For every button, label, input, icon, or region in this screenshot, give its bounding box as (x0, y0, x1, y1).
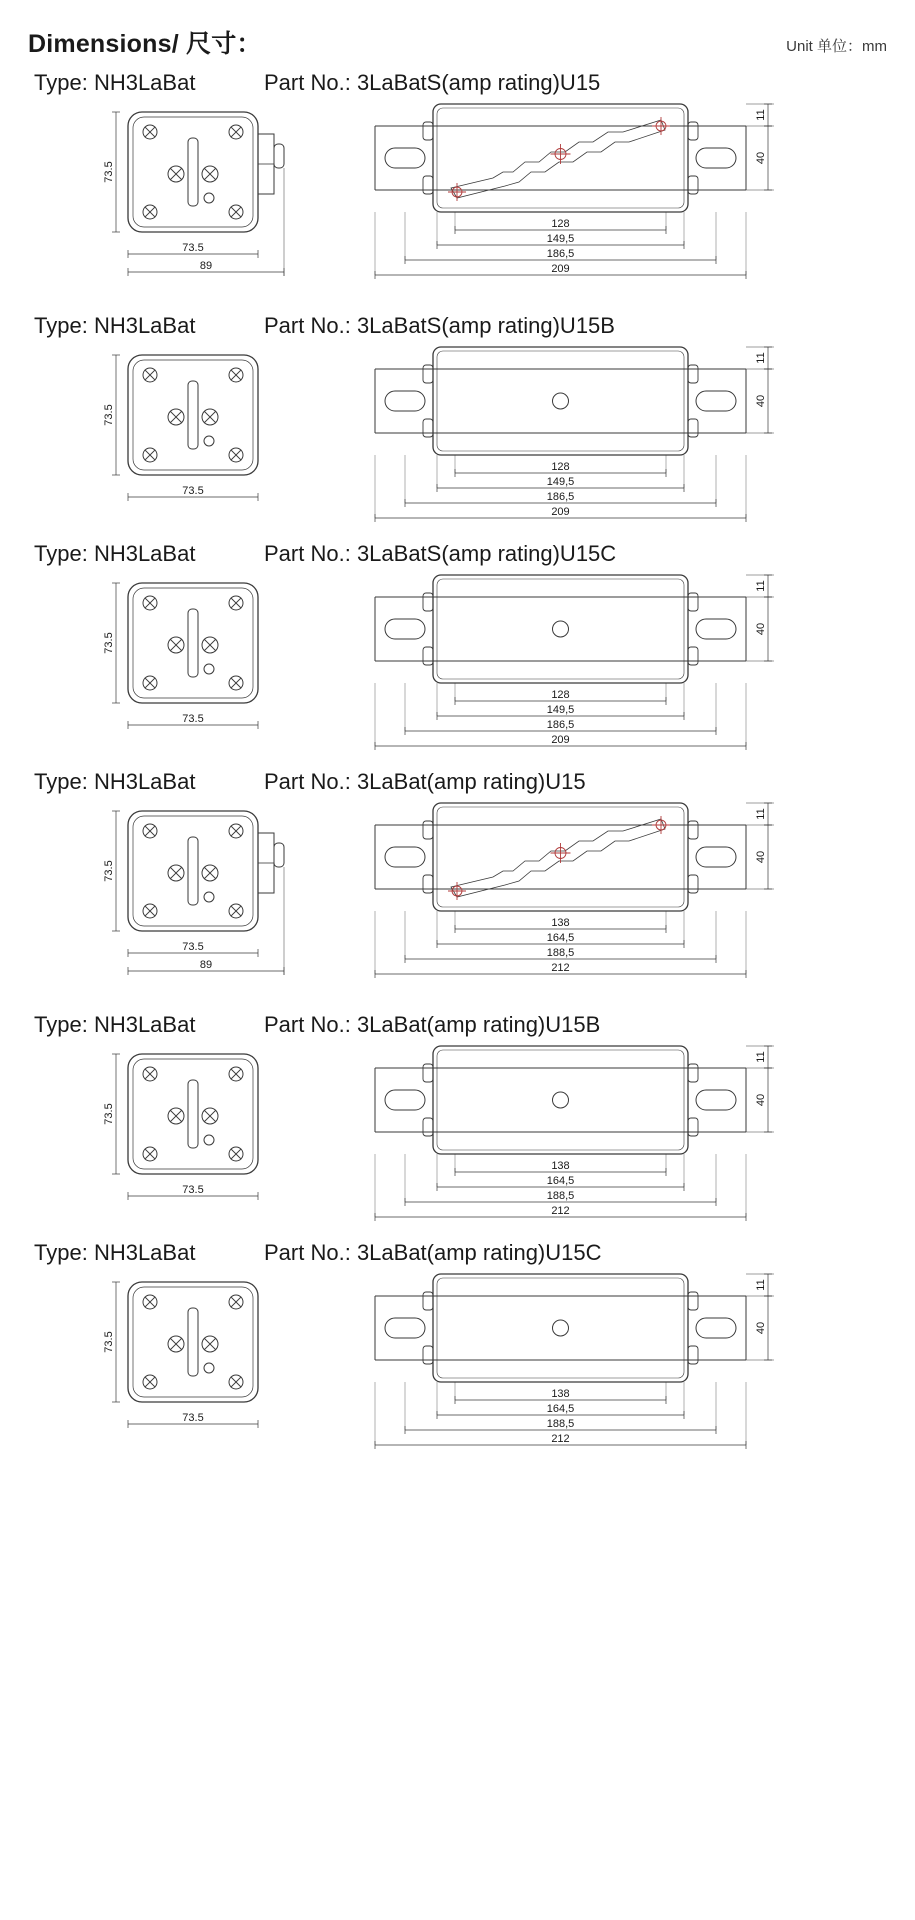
screw-icon (143, 368, 157, 382)
dimension-label: 138 (551, 1160, 570, 1172)
dimension-label: 89 (199, 959, 213, 971)
screw-icon (143, 824, 157, 838)
dimension-label: 209 (551, 263, 570, 275)
type-value: NH3LaBat (93, 1012, 196, 1037)
type-prefix: Type: (34, 541, 88, 566)
part-label (264, 70, 600, 96)
dimension-line (755, 575, 772, 597)
screw-icon (229, 368, 243, 382)
block-heading (34, 70, 887, 96)
dimension-line (405, 947, 716, 963)
part-label (264, 541, 616, 567)
dimension-line (405, 491, 716, 507)
mount-slot (696, 1318, 736, 1338)
type-prefix: Type: (34, 313, 88, 338)
part-value: 3LaBatS(amp rating)U15C (356, 541, 617, 566)
dimension-label: 188,5 (546, 947, 575, 959)
dimension-label: 11 (755, 352, 767, 364)
screw-icon (229, 1147, 243, 1161)
block-heading (34, 313, 887, 339)
dimension-line (755, 347, 772, 369)
type-label (34, 1012, 264, 1038)
dimension-line (128, 713, 258, 729)
block-heading (34, 769, 887, 795)
dimension-label: 73.5 (103, 860, 115, 882)
dimension-label: 186,5 (546, 248, 575, 260)
dimension-line (103, 1054, 120, 1174)
drawing-block (28, 70, 887, 303)
dimension-line (405, 1418, 716, 1434)
screw-icon (168, 166, 184, 182)
indicator-hole (553, 1320, 569, 1336)
screw-icon (143, 676, 157, 690)
indicator-hole (553, 621, 569, 637)
screw-icon (229, 448, 243, 462)
screw-icon (168, 1336, 184, 1352)
dimension-line (755, 369, 772, 433)
dimension-label: 212 (551, 1205, 570, 1217)
dimension-label: 11 (755, 1051, 767, 1063)
side-view (323, 1268, 883, 1458)
screw-icon (202, 1336, 218, 1352)
type-value: NH3LaBat (93, 1240, 196, 1265)
drawing-row (28, 341, 887, 531)
drawing-block (28, 1240, 887, 1458)
side-view (323, 1040, 883, 1230)
dimension-line (755, 1068, 772, 1132)
screw-icon (229, 1295, 243, 1309)
screw-icon (168, 637, 184, 653)
dimension-line (755, 1296, 772, 1360)
dimension-line (103, 583, 120, 703)
screw-icon (202, 865, 218, 881)
dimension-label: 209 (551, 734, 570, 746)
dimension-line (755, 104, 772, 126)
part-prefix: Part No.: (264, 1240, 351, 1265)
dimension-line (437, 476, 684, 492)
page-header (28, 24, 887, 60)
drawing-block (28, 1012, 887, 1230)
dimension-line (755, 1046, 772, 1068)
mount-slot (696, 619, 736, 639)
mount-slot (696, 847, 736, 867)
screw-icon (202, 637, 218, 653)
center-mark-icon (448, 183, 466, 201)
dimension-line (405, 719, 716, 735)
dimension-line (437, 704, 684, 720)
front-view (28, 1040, 328, 1230)
dimension-line (437, 233, 684, 249)
part-value: 3LaBatS(amp rating)U15 (356, 70, 601, 95)
type-value: NH3LaBat (93, 70, 196, 95)
dimension-label: 128 (551, 218, 570, 230)
type-prefix: Type: (34, 70, 88, 95)
screw-icon (168, 409, 184, 425)
dimension-line (755, 1274, 772, 1296)
dimension-label: 11 (755, 808, 767, 820)
dimension-line (437, 1175, 684, 1191)
type-prefix: Type: (34, 769, 88, 794)
unit-label: Unit 单位：mm (786, 38, 887, 55)
block-heading (34, 1012, 887, 1038)
dimension-line (128, 485, 258, 501)
screw-icon (143, 1375, 157, 1389)
indicator-hole (553, 1092, 569, 1108)
part-prefix: Part No.: (264, 769, 351, 794)
screw-icon (168, 1108, 184, 1124)
mount-slot (696, 391, 736, 411)
side-view (323, 341, 883, 531)
side-body (433, 1274, 688, 1382)
screw-icon (229, 205, 243, 219)
center-mark-icon (448, 882, 466, 900)
dimension-line (103, 811, 120, 931)
dimension-label: 164,5 (546, 1403, 575, 1415)
type-label (34, 769, 264, 795)
page-title: Dimensions/ 尺寸： (28, 30, 262, 58)
dimension-label: 138 (551, 917, 570, 929)
screw-icon (202, 1108, 218, 1124)
dimension-label: 212 (551, 1433, 570, 1445)
dimension-line (455, 1160, 666, 1176)
center-mark-icon (652, 117, 670, 135)
center-mark-icon (551, 144, 571, 164)
dimension-line (103, 355, 120, 475)
dimension-label: 73.5 (182, 1412, 204, 1424)
mount-slot (385, 391, 425, 411)
side-view (323, 797, 883, 1002)
screw-icon (168, 865, 184, 881)
dimension-label: 11 (755, 580, 767, 592)
screw-icon (143, 596, 157, 610)
drawing-row (28, 1040, 887, 1230)
side-body (433, 575, 688, 683)
dimension-label: 73.5 (182, 713, 204, 725)
part-label (264, 769, 586, 795)
mount-slot (696, 148, 736, 168)
dimension-line (375, 962, 746, 978)
type-prefix: Type: (34, 1012, 88, 1037)
side-body (433, 347, 688, 455)
dimension-line (455, 689, 666, 705)
screw-icon (143, 448, 157, 462)
type-value: NH3LaBat (93, 313, 196, 338)
screw-icon (202, 409, 218, 425)
dimension-label: 73.5 (103, 1331, 115, 1353)
part-prefix: Part No.: (264, 70, 351, 95)
mount-slot (385, 148, 425, 168)
drawing-block (28, 313, 887, 531)
drawing-block (28, 769, 887, 1002)
dimension-line (375, 1205, 746, 1221)
part-prefix: Part No.: (264, 1012, 351, 1037)
screw-icon (143, 1147, 157, 1161)
dimension-label: 11 (755, 109, 767, 121)
dimension-line (128, 941, 258, 957)
dimension-label: 73.5 (103, 404, 115, 426)
center-mark-icon (652, 816, 670, 834)
dimension-label: 73.5 (182, 941, 204, 953)
dimension-label: 128 (551, 689, 570, 701)
type-label (34, 70, 264, 96)
dimension-label: 149,5 (546, 704, 575, 716)
drawing-row (28, 1268, 887, 1458)
dimension-label: 188,5 (546, 1190, 575, 1202)
dimension-line (128, 1412, 258, 1428)
dimension-line (375, 506, 746, 522)
side-body (433, 1046, 688, 1154)
dimension-line (437, 1403, 684, 1419)
front-view (28, 797, 328, 1002)
screw-icon (229, 904, 243, 918)
screw-icon (229, 676, 243, 690)
dimension-line (755, 825, 772, 889)
front-view (28, 1268, 328, 1458)
dimension-label: 149,5 (546, 476, 575, 488)
dimension-line (455, 1388, 666, 1404)
dimension-line (128, 959, 284, 975)
dimension-line (455, 218, 666, 234)
screw-icon (229, 1375, 243, 1389)
dimension-label: 164,5 (546, 932, 575, 944)
screw-icon (143, 125, 157, 139)
dimension-line (103, 1282, 120, 1402)
drawing-row (28, 98, 887, 303)
mount-slot (385, 1318, 425, 1338)
type-label (34, 313, 264, 339)
part-value: 3LaBat(amp rating)U15B (356, 1012, 601, 1037)
part-label (264, 1012, 600, 1038)
dimension-line (103, 112, 120, 232)
type-label (34, 541, 264, 567)
dimension-label: 40 (755, 850, 767, 864)
dimension-line (375, 1433, 746, 1449)
dimension-line (375, 263, 746, 279)
dimension-line (375, 734, 746, 750)
drawing-blocks (28, 70, 887, 1458)
dimension-label: 73.5 (182, 1184, 204, 1196)
dimension-label: 138 (551, 1388, 570, 1400)
dimension-label: 11 (755, 1279, 767, 1291)
screw-icon (229, 824, 243, 838)
screw-icon (143, 205, 157, 219)
screw-icon (229, 125, 243, 139)
dimension-label: 188,5 (546, 1418, 575, 1430)
screw-icon (143, 1067, 157, 1081)
dimension-line (755, 126, 772, 190)
mount-slot (385, 1090, 425, 1110)
dimension-label: 89 (199, 260, 213, 272)
dimension-label: 186,5 (546, 719, 575, 731)
dimension-line (755, 597, 772, 661)
dimension-line (437, 932, 684, 948)
dimension-label: 164,5 (546, 1175, 575, 1187)
drawing-row (28, 569, 887, 759)
center-mark-icon (551, 843, 571, 863)
dimension-line (455, 917, 666, 933)
dimension-label: 40 (755, 394, 767, 408)
part-label (264, 1240, 602, 1266)
front-view (28, 569, 328, 759)
block-heading (34, 541, 887, 567)
drawing-row (28, 797, 887, 1002)
part-prefix: Part No.: (264, 313, 351, 338)
dimension-label: 212 (551, 962, 570, 974)
dimension-label: 40 (755, 1093, 767, 1107)
front-view (28, 341, 328, 531)
dimension-line (128, 1184, 258, 1200)
dimension-label: 73.5 (103, 161, 115, 183)
front-view (28, 98, 328, 303)
dimension-label: 40 (755, 622, 767, 636)
dimension-line (128, 242, 258, 258)
dimension-line (128, 260, 284, 276)
type-prefix: Type: (34, 1240, 88, 1265)
dimension-line (455, 461, 666, 477)
screw-icon (229, 596, 243, 610)
dimension-line (405, 248, 716, 264)
dimension-label: 73.5 (103, 632, 115, 654)
dimension-label: 128 (551, 461, 570, 473)
screw-icon (229, 1067, 243, 1081)
part-value: 3LaBatS(amp rating)U15B (356, 313, 615, 338)
block-heading (34, 1240, 887, 1266)
mount-slot (385, 619, 425, 639)
type-value: NH3LaBat (93, 541, 196, 566)
screw-icon (143, 1295, 157, 1309)
part-value: 3LaBat(amp rating)U15 (356, 769, 586, 794)
screw-icon (143, 904, 157, 918)
dimension-label: 209 (551, 506, 570, 518)
part-value: 3LaBat(amp rating)U15C (356, 1240, 602, 1265)
dimension-label: 149,5 (546, 233, 575, 245)
mount-slot (696, 1090, 736, 1110)
dimension-line (405, 1190, 716, 1206)
mount-slot (385, 847, 425, 867)
indicator-hole (553, 393, 569, 409)
part-prefix: Part No.: (264, 541, 351, 566)
type-value: NH3LaBat (93, 769, 196, 794)
dimension-label: 40 (755, 151, 767, 165)
side-view (323, 569, 883, 759)
screw-icon (202, 166, 218, 182)
type-label (34, 1240, 264, 1266)
dimension-label: 73.5 (182, 485, 204, 497)
drawing-block (28, 541, 887, 759)
part-label (264, 313, 615, 339)
dimension-label: 186,5 (546, 491, 575, 503)
side-view (323, 98, 883, 303)
dimension-label: 73.5 (182, 242, 204, 254)
dimension-label: 73.5 (103, 1103, 115, 1125)
dimension-line (755, 803, 772, 825)
dimension-label: 40 (755, 1321, 767, 1335)
